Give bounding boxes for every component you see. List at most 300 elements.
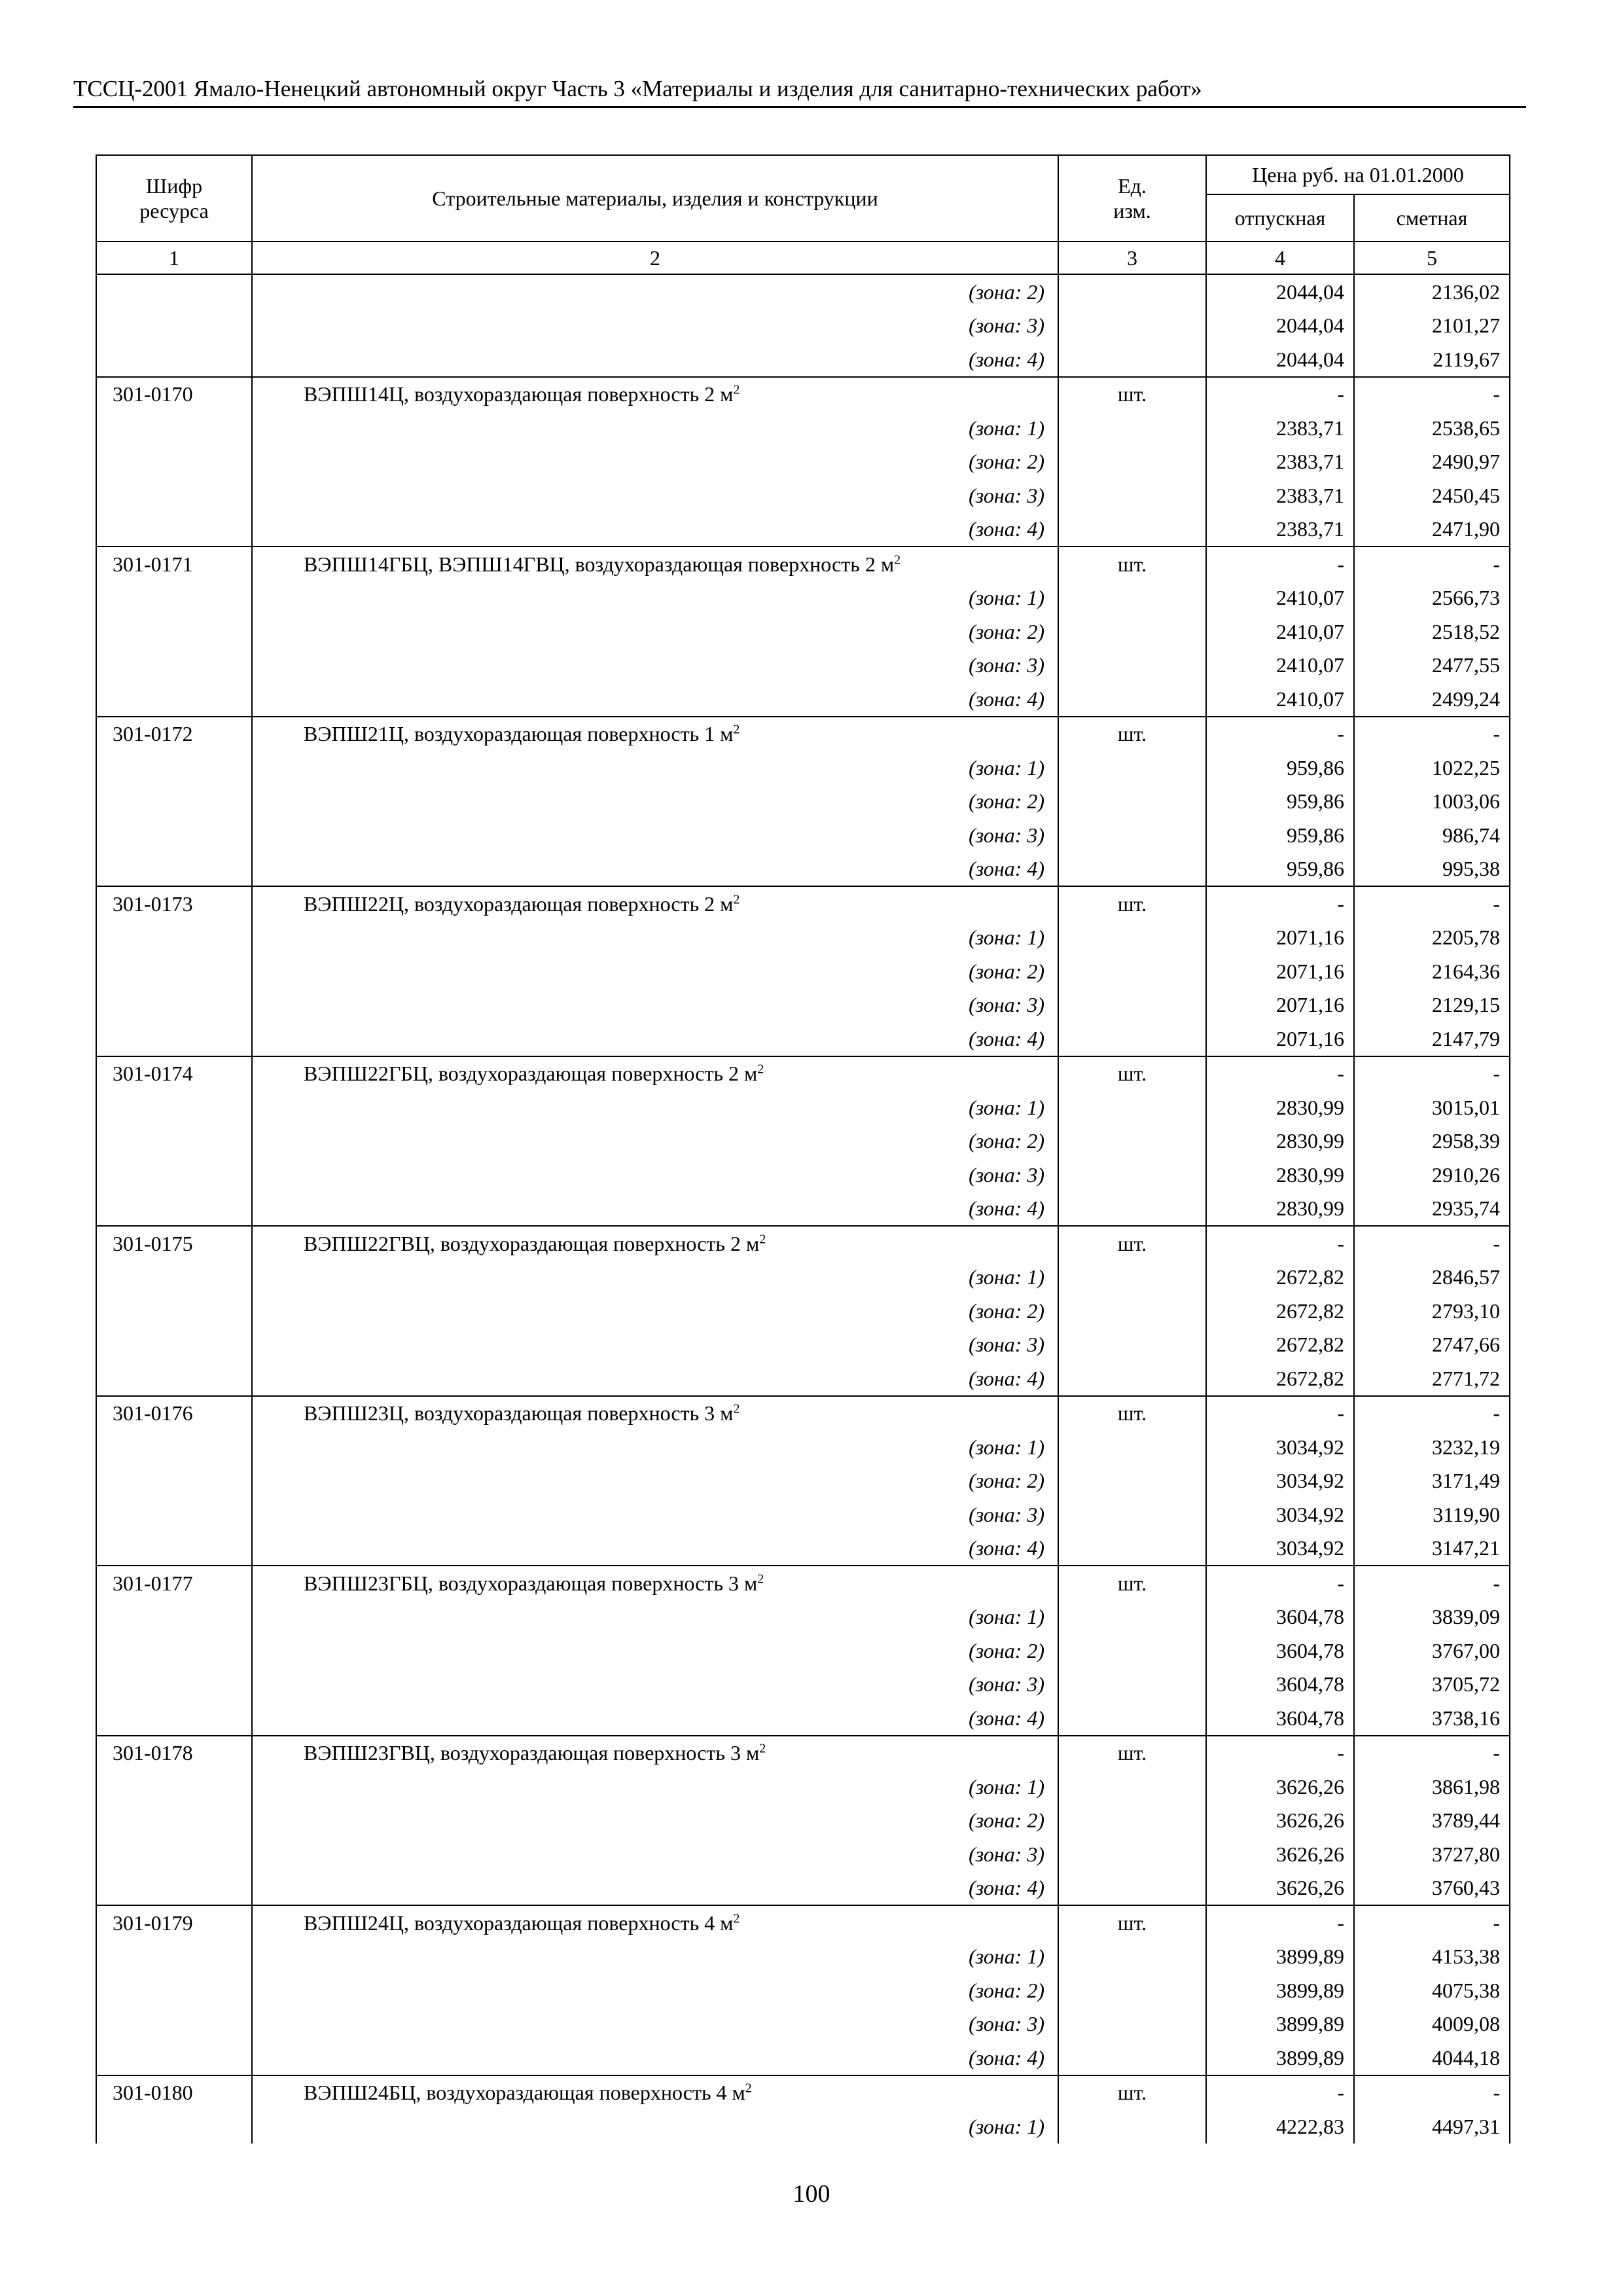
- cell-unit: [1058, 1634, 1206, 1668]
- cell-zone-label: (зона: 1): [252, 1940, 1058, 1974]
- cell-resource-code: [96, 921, 252, 955]
- cell-release-price: 959,86: [1206, 785, 1354, 819]
- cell-zone-label: (зона: 2): [252, 1804, 1058, 1838]
- table-row: [96, 1158, 1510, 1192]
- cell-estimate-price: 2771,72: [1354, 1361, 1510, 1396]
- column-number-4: 4: [1206, 242, 1354, 274]
- table-row: [96, 445, 1510, 479]
- cell-estimate-price: -: [1354, 547, 1510, 581]
- cell-release-price: 3626,26: [1206, 1871, 1354, 1906]
- cell-estimate-price: 4075,38: [1354, 1973, 1510, 2007]
- material-name-text: ВЭПШ23ГВЦ, воздухораздающая поверхность 3 м: [304, 1741, 760, 1765]
- cell-resource-code: [96, 785, 252, 819]
- cell-resource-code: [96, 309, 252, 343]
- cell-resource-code: 301-0177: [96, 1566, 252, 1600]
- cell-zone-label: (зона: 2): [252, 1124, 1058, 1158]
- table-row: [96, 1600, 1510, 1634]
- cell-release-price: 3626,26: [1206, 1837, 1354, 1871]
- cell-zone-label: (зона: 1): [252, 1770, 1058, 1804]
- unit-superscript: 2: [757, 1062, 764, 1077]
- column-header-name: Строительные материалы, изделия и конструкции: [252, 155, 1058, 242]
- cell-release-price: 2672,82: [1206, 1261, 1354, 1295]
- table-row: [96, 682, 1510, 717]
- cell-zone-label: (зона: 1): [252, 1261, 1058, 1295]
- cell-estimate-price: 2136,02: [1354, 274, 1510, 309]
- cell-resource-code: 301-0180: [96, 2075, 252, 2110]
- cell-release-price: -: [1206, 717, 1354, 751]
- cell-release-price: 3604,78: [1206, 1668, 1354, 1702]
- cell-unit: [1058, 1464, 1206, 1498]
- material-name-text: ВЭПШ23ГБЦ, воздухораздающая поверхность 3 м: [304, 1571, 758, 1595]
- header-divider: [73, 106, 1526, 108]
- cell-unit: [1058, 1261, 1206, 1295]
- cell-unit: [1058, 954, 1206, 988]
- column-number-3: 3: [1058, 242, 1206, 274]
- table-row: [96, 274, 1510, 309]
- cell-zone-label: (зона: 3): [252, 1837, 1058, 1871]
- cell-release-price: -: [1206, 1056, 1354, 1091]
- cell-unit: [1058, 751, 1206, 785]
- cell-resource-code: [96, 1600, 252, 1634]
- table-row: [96, 1701, 1510, 1736]
- table-row: [96, 1973, 1510, 2007]
- table-row: [96, 1804, 1510, 1838]
- cell-release-price: -: [1206, 2075, 1354, 2110]
- cell-unit: [1058, 1837, 1206, 1871]
- price-table: [96, 154, 1510, 2144]
- cell-resource-code: [96, 1090, 252, 1124]
- table-row: [96, 818, 1510, 852]
- cell-estimate-price: 4153,38: [1354, 1940, 1510, 1974]
- cell-estimate-price: 3861,98: [1354, 1770, 1510, 1804]
- cell-estimate-price: 3147,21: [1354, 1532, 1510, 1566]
- cell-estimate-price: 4009,08: [1354, 2007, 1510, 2041]
- cell-release-price: 2383,71: [1206, 512, 1354, 547]
- cell-resource-code: [96, 1361, 252, 1396]
- cell-release-price: -: [1206, 886, 1354, 921]
- table-row: [96, 717, 1510, 751]
- cell-estimate-price: 2747,66: [1354, 1328, 1510, 1362]
- cell-resource-code: [96, 1158, 252, 1192]
- cell-zone-label: (зона: 4): [252, 1532, 1058, 1566]
- cell-release-price: -: [1206, 1396, 1354, 1431]
- table-row: [96, 1940, 1510, 1974]
- table-row: [96, 1361, 1510, 1396]
- unit-superscript: 2: [759, 1232, 766, 1247]
- cell-unit: [1058, 2109, 1206, 2144]
- table-row: [96, 1464, 1510, 1498]
- cell-resource-code: [96, 1430, 252, 1464]
- cell-estimate-price: 3738,16: [1354, 1701, 1510, 1736]
- cell-estimate-price: -: [1354, 1396, 1510, 1431]
- cell-release-price: 3034,92: [1206, 1430, 1354, 1464]
- cell-unit: [1058, 1294, 1206, 1328]
- cell-release-price: 3034,92: [1206, 1532, 1354, 1566]
- cell-estimate-price: 2471,90: [1354, 512, 1510, 547]
- table-row: [96, 1396, 1510, 1431]
- cell-material-name: [252, 2075, 1058, 2110]
- table-row: [96, 1192, 1510, 1227]
- cell-material-name: [252, 547, 1058, 581]
- cell-zone-label: (зона: 1): [252, 581, 1058, 615]
- cell-release-price: 2830,99: [1206, 1090, 1354, 1124]
- table-row: [96, 1261, 1510, 1295]
- cell-unit: [1058, 1124, 1206, 1158]
- table-row: [96, 547, 1510, 581]
- cell-zone-label: (зона: 3): [252, 818, 1058, 852]
- cell-estimate-price: 986,74: [1354, 818, 1510, 852]
- cell-release-price: -: [1206, 1905, 1354, 1940]
- table-row: [96, 1430, 1510, 1464]
- cell-unit: шт.: [1058, 1056, 1206, 1091]
- cell-zone-label: (зона: 1): [252, 1090, 1058, 1124]
- cell-zone-label: (зона: 1): [252, 921, 1058, 955]
- cell-release-price: -: [1206, 1226, 1354, 1261]
- cell-unit: шт.: [1058, 1905, 1206, 1940]
- cell-zone-label: (зона: 3): [252, 1668, 1058, 1702]
- cell-estimate-price: 3789,44: [1354, 1804, 1510, 1838]
- cell-zone-label: (зона: 2): [252, 445, 1058, 479]
- cell-material-name: [252, 1566, 1058, 1600]
- cell-resource-code: [96, 1192, 252, 1227]
- cell-resource-code: [96, 751, 252, 785]
- cell-release-price: 2071,16: [1206, 921, 1354, 955]
- unit-superscript: 2: [757, 1571, 764, 1587]
- cell-estimate-price: -: [1354, 1056, 1510, 1091]
- cell-zone-label: (зона: 3): [252, 478, 1058, 512]
- cell-release-price: 2071,16: [1206, 1022, 1354, 1056]
- cell-zone-label: (зона: 4): [252, 512, 1058, 547]
- cell-material-name: [252, 377, 1058, 412]
- cell-zone-label: (зона: 3): [252, 2007, 1058, 2041]
- table-row: [96, 1022, 1510, 1056]
- table-row: [96, 1532, 1510, 1566]
- cell-release-price: 3899,89: [1206, 2007, 1354, 2041]
- table-row: [96, 342, 1510, 377]
- cell-zone-label: (зона: 1): [252, 411, 1058, 445]
- cell-zone-label: (зона: 4): [252, 1361, 1058, 1396]
- cell-resource-code: [96, 1261, 252, 1295]
- column-header-release: отпускная: [1206, 194, 1354, 242]
- cell-resource-code: [96, 682, 252, 717]
- table-row: [96, 1090, 1510, 1124]
- cell-resource-code: [96, 1328, 252, 1362]
- cell-resource-code: [96, 445, 252, 479]
- cell-zone-label: (зона: 3): [252, 1158, 1058, 1192]
- cell-zone-label: (зона: 3): [252, 649, 1058, 683]
- cell-resource-code: [96, 818, 252, 852]
- cell-release-price: 3626,26: [1206, 1770, 1354, 1804]
- cell-release-price: 2071,16: [1206, 954, 1354, 988]
- cell-estimate-price: 2205,78: [1354, 921, 1510, 955]
- column-header-unit-label: Ед. изм.: [1113, 174, 1151, 223]
- cell-unit: [1058, 1804, 1206, 1838]
- cell-unit: шт.: [1058, 1736, 1206, 1770]
- cell-unit: шт.: [1058, 886, 1206, 921]
- column-header-unit: [1058, 155, 1206, 242]
- cell-zone-label: (зона: 2): [252, 1634, 1058, 1668]
- table-row: [96, 1056, 1510, 1091]
- cell-material-name: [252, 1736, 1058, 1770]
- cell-unit: [1058, 1668, 1206, 1702]
- cell-zone-label: (зона: 3): [252, 309, 1058, 343]
- cell-resource-code: [96, 1124, 252, 1158]
- table-row: [96, 1226, 1510, 1261]
- cell-estimate-price: 1003,06: [1354, 785, 1510, 819]
- column-number-5: 5: [1354, 242, 1510, 274]
- cell-estimate-price: 2164,36: [1354, 954, 1510, 988]
- unit-superscript: 2: [894, 552, 901, 567]
- table-row: [96, 921, 1510, 955]
- table-row: [96, 1668, 1510, 1702]
- cell-release-price: 3034,92: [1206, 1498, 1354, 1532]
- cell-unit: [1058, 445, 1206, 479]
- price-table-container: [96, 154, 1509, 2144]
- cell-resource-code: 301-0174: [96, 1056, 252, 1091]
- cell-release-price: 2071,16: [1206, 988, 1354, 1022]
- cell-zone-label: (зона: 3): [252, 1498, 1058, 1532]
- cell-resource-code: [96, 1668, 252, 1702]
- cell-resource-code: [96, 1940, 252, 1974]
- cell-unit: [1058, 512, 1206, 547]
- unit-superscript: 2: [733, 892, 740, 907]
- cell-unit: [1058, 1532, 1206, 1566]
- cell-unit: [1058, 615, 1206, 649]
- cell-zone-label: (зона: 1): [252, 2109, 1058, 2144]
- cell-estimate-price: 4497,31: [1354, 2109, 1510, 2144]
- cell-resource-code: [96, 2109, 252, 2144]
- cell-unit: [1058, 1701, 1206, 1736]
- unit-superscript: 2: [733, 722, 740, 737]
- cell-unit: [1058, 411, 1206, 445]
- cell-resource-code: 301-0170: [96, 377, 252, 412]
- cell-estimate-price: 1022,25: [1354, 751, 1510, 785]
- column-header-code: [96, 155, 252, 242]
- cell-resource-code: [96, 1804, 252, 1838]
- cell-unit: [1058, 988, 1206, 1022]
- cell-zone-label: (зона: 4): [252, 1192, 1058, 1227]
- cell-estimate-price: -: [1354, 717, 1510, 751]
- cell-estimate-price: -: [1354, 1736, 1510, 1770]
- column-header-code-label: Шифр ресурса: [139, 174, 209, 223]
- cell-material-name: [252, 1905, 1058, 1940]
- cell-unit: [1058, 2041, 1206, 2075]
- table-row: [96, 1328, 1510, 1362]
- cell-resource-code: [96, 954, 252, 988]
- cell-release-price: 959,86: [1206, 852, 1354, 887]
- cell-resource-code: [96, 1871, 252, 1906]
- cell-estimate-price: 995,38: [1354, 852, 1510, 887]
- cell-unit: [1058, 785, 1206, 819]
- cell-zone-label: (зона: 2): [252, 954, 1058, 988]
- unit-superscript: 2: [759, 1741, 766, 1756]
- cell-estimate-price: -: [1354, 1566, 1510, 1600]
- cell-estimate-price: 2499,24: [1354, 682, 1510, 717]
- cell-estimate-price: 4044,18: [1354, 2041, 1510, 2075]
- unit-superscript: 2: [733, 382, 740, 397]
- cell-resource-code: 301-0175: [96, 1226, 252, 1261]
- cell-zone-label: (зона: 4): [252, 1871, 1058, 1906]
- cell-estimate-price: -: [1354, 377, 1510, 412]
- table-row: [96, 2109, 1510, 2144]
- cell-estimate-price: 2129,15: [1354, 988, 1510, 1022]
- cell-zone-label: (зона: 2): [252, 274, 1058, 309]
- cell-resource-code: [96, 852, 252, 887]
- cell-unit: шт.: [1058, 1396, 1206, 1431]
- cell-zone-label: (зона: 3): [252, 988, 1058, 1022]
- cell-zone-label: (зона: 2): [252, 1973, 1058, 2007]
- cell-estimate-price: 2958,39: [1354, 1124, 1510, 1158]
- cell-release-price: 2410,07: [1206, 581, 1354, 615]
- cell-zone-label: (зона: 4): [252, 682, 1058, 717]
- cell-unit: [1058, 478, 1206, 512]
- column-header-price-group: Цена руб. на 01.01.2000: [1206, 155, 1510, 194]
- unit-superscript: 2: [733, 1401, 740, 1416]
- cell-estimate-price: 3727,80: [1354, 1837, 1510, 1871]
- cell-unit: [1058, 649, 1206, 683]
- cell-resource-code: 301-0172: [96, 717, 252, 751]
- cell-zone-label: (зона: 4): [252, 1701, 1058, 1736]
- cell-estimate-price: 2538,65: [1354, 411, 1510, 445]
- cell-unit: [1058, 342, 1206, 377]
- cell-resource-code: [96, 1294, 252, 1328]
- cell-unit: [1058, 1973, 1206, 2007]
- cell-zone-label: (зона: 4): [252, 342, 1058, 377]
- cell-unit: [1058, 1192, 1206, 1227]
- cell-release-price: 2044,04: [1206, 274, 1354, 309]
- cell-resource-code: [96, 1498, 252, 1532]
- cell-release-price: -: [1206, 1566, 1354, 1600]
- cell-release-price: 3899,89: [1206, 1940, 1354, 1974]
- material-name-text: ВЭПШ24БЦ, воздухораздающая поверхность 4 м: [304, 2081, 745, 2105]
- cell-zone-label: (зона: 1): [252, 751, 1058, 785]
- cell-unit: шт.: [1058, 1226, 1206, 1261]
- table-body: [96, 274, 1510, 2144]
- cell-release-price: 2672,82: [1206, 1294, 1354, 1328]
- table-row: [96, 377, 1510, 412]
- cell-estimate-price: 2793,10: [1354, 1294, 1510, 1328]
- column-number-2: 2: [252, 242, 1058, 274]
- material-name-text: ВЭПШ14ГБЦ, ВЭПШ14ГВЦ, воздухораздающая поверхность 2 м: [304, 552, 895, 576]
- cell-estimate-price: 3760,43: [1354, 1871, 1510, 1906]
- table-row: [96, 1634, 1510, 1668]
- cell-estimate-price: 2450,45: [1354, 478, 1510, 512]
- cell-zone-label: (зона: 2): [252, 785, 1058, 819]
- table-row: [96, 478, 1510, 512]
- cell-zone-label: (зона: 3): [252, 1328, 1058, 1362]
- cell-material-name: [252, 886, 1058, 921]
- table-row: [96, 988, 1510, 1022]
- cell-estimate-price: 2566,73: [1354, 581, 1510, 615]
- cell-zone-label: (зона: 4): [252, 2041, 1058, 2075]
- table-row: [96, 2007, 1510, 2041]
- cell-release-price: 2830,99: [1206, 1192, 1354, 1227]
- cell-zone-label: (зона: 4): [252, 1022, 1058, 1056]
- unit-superscript: 2: [745, 2081, 752, 2096]
- cell-unit: [1058, 852, 1206, 887]
- cell-release-price: 959,86: [1206, 751, 1354, 785]
- page-number: 100: [793, 2180, 830, 2208]
- cell-resource-code: [96, 411, 252, 445]
- page-header-title: ТССЦ-2001 Ямало-Ненецкий автономный округ Часть 3 «Материалы и изделия для санитарно-технических работ»: [73, 76, 1202, 101]
- cell-estimate-price: 2935,74: [1354, 1192, 1510, 1227]
- cell-zone-label: (зона: 1): [252, 1600, 1058, 1634]
- cell-unit: [1058, 818, 1206, 852]
- cell-estimate-price: 2119,67: [1354, 342, 1510, 377]
- table-row: [96, 954, 1510, 988]
- cell-resource-code: [96, 1973, 252, 2007]
- table-row: [96, 581, 1510, 615]
- material-name-text: ВЭПШ23Ц, воздухораздающая поверхность 3 м: [304, 1401, 734, 1426]
- cell-estimate-price: 2518,52: [1354, 615, 1510, 649]
- cell-estimate-price: -: [1354, 1905, 1510, 1940]
- cell-estimate-price: 3232,19: [1354, 1430, 1510, 1464]
- material-name-text: ВЭПШ14Ц, воздухораздающая поверхность 2 м: [304, 382, 734, 406]
- cell-unit: [1058, 1871, 1206, 1906]
- cell-resource-code: 301-0178: [96, 1736, 252, 1770]
- cell-unit: [1058, 1090, 1206, 1124]
- cell-release-price: 4222,83: [1206, 2109, 1354, 2144]
- cell-zone-label: (зона: 1): [252, 1430, 1058, 1464]
- cell-resource-code: [96, 1464, 252, 1498]
- table-row: [96, 1770, 1510, 1804]
- cell-resource-code: [96, 1532, 252, 1566]
- cell-release-price: 2383,71: [1206, 445, 1354, 479]
- cell-unit: шт.: [1058, 547, 1206, 581]
- cell-resource-code: [96, 581, 252, 615]
- cell-unit: шт.: [1058, 717, 1206, 751]
- cell-unit: шт.: [1058, 1566, 1206, 1600]
- cell-estimate-price: 2101,27: [1354, 309, 1510, 343]
- cell-estimate-price: 2846,57: [1354, 1261, 1510, 1295]
- table-row: [96, 615, 1510, 649]
- cell-release-price: 3899,89: [1206, 1973, 1354, 2007]
- cell-material-name: [252, 1056, 1058, 1091]
- cell-resource-code: [96, 2007, 252, 2041]
- cell-resource-code: [96, 274, 252, 309]
- cell-release-price: 2672,82: [1206, 1361, 1354, 1396]
- cell-resource-code: 301-0179: [96, 1905, 252, 1940]
- cell-resource-code: [96, 1701, 252, 1736]
- cell-unit: [1058, 1022, 1206, 1056]
- cell-release-price: 2383,71: [1206, 411, 1354, 445]
- table-row: [96, 1736, 1510, 1770]
- cell-unit: шт.: [1058, 377, 1206, 412]
- cell-estimate-price: 3015,01: [1354, 1090, 1510, 1124]
- cell-estimate-price: 2147,79: [1354, 1022, 1510, 1056]
- cell-unit: [1058, 1430, 1206, 1464]
- cell-estimate-price: 3767,00: [1354, 1634, 1510, 1668]
- cell-release-price: 2044,04: [1206, 309, 1354, 343]
- cell-release-price: 2410,07: [1206, 615, 1354, 649]
- cell-resource-code: 301-0173: [96, 886, 252, 921]
- cell-release-price: 2410,07: [1206, 682, 1354, 717]
- cell-resource-code: [96, 615, 252, 649]
- cell-zone-label: (зона: 4): [252, 852, 1058, 887]
- table-row: [96, 1837, 1510, 1871]
- cell-release-price: 3604,78: [1206, 1701, 1354, 1736]
- cell-estimate-price: 2490,97: [1354, 445, 1510, 479]
- cell-unit: [1058, 1940, 1206, 1974]
- cell-release-price: -: [1206, 1736, 1354, 1770]
- cell-zone-label: (зона: 2): [252, 1294, 1058, 1328]
- cell-release-price: -: [1206, 377, 1354, 412]
- table-row: [96, 1124, 1510, 1158]
- cell-resource-code: [96, 1837, 252, 1871]
- cell-material-name: [252, 1226, 1058, 1261]
- cell-unit: шт.: [1058, 2075, 1206, 2110]
- table-row: [96, 411, 1510, 445]
